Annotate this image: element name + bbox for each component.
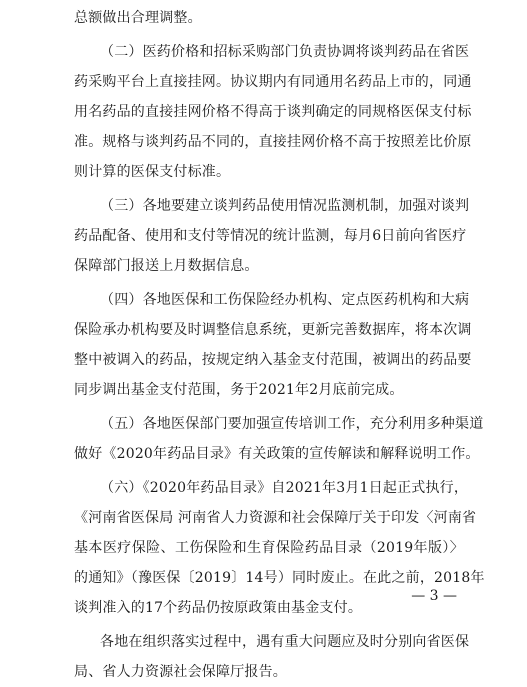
paragraph-line: 同步调出基金支付范围，务于2021年2月底前完成。 (74, 382, 404, 398)
paragraph-line: （三）各地要建立谈判药品使用情况监测机制，加强对谈判 (100, 198, 470, 214)
paragraph-line: 总额做出合理调整。 (74, 10, 202, 26)
paragraph-line: 基本医疗保险、工伤保险和生育保险药品目录（2019年版）〉 (74, 540, 464, 556)
page-number: — 3 — (411, 588, 457, 604)
paragraph-line: 的通知》（豫医保〔2019〕14号）同时废止。在此之前，2018年 (74, 570, 485, 586)
document-body (74, 3, 485, 687)
paragraph-line: （二）医药价格和招标采购部门负责协调将谈判药品在省医 (100, 44, 470, 60)
paragraph-line: （四）各地医保和工伤保险经办机构、定点医药机构和大病 (100, 292, 470, 308)
paragraph-line: 各地在组织落实过程中，遇有重大问题应及时分别向省医保 (100, 634, 470, 650)
paragraph-line: （六）《2020年药品目录》自2021年3月1日起正式执行， (100, 480, 469, 496)
paragraph-line: 整中被调入的药品，按规定纳入基金支付范围，被调出的药品要 (74, 352, 472, 368)
paragraph-line: 则计算的医保支付标准。 (74, 164, 231, 180)
paragraph-line: 保险承办机构要及时调整信息系统，更新完善数据库，将本次调 (74, 322, 472, 338)
paragraph-line: （五）各地医保部门要加强宣传培训工作，充分利用多种渠道 (100, 416, 484, 432)
paragraph-line: 谈判准入的17个药品仍按原政策由基金支付。 (74, 600, 363, 616)
paragraph-line: 用名药品的直接挂网价格不得高于谈判确定的同规格医保支付标 (74, 104, 472, 120)
paragraph-line: 药采购平台上直接挂网。协议期内有同通用名药品上市的，同通 (74, 74, 472, 90)
paragraph-line: 保障部门报送上月数据信息。 (74, 258, 259, 274)
paragraph-line: 局、省人力资源社会保障厅报告。 (74, 664, 287, 680)
paragraph-line: 药品配备、使用和支付等情况的统计监测，每月6日前向省医疗 (74, 228, 467, 244)
paragraph-line: 准。规格与谈判药品不同的，直接挂网价格不高于按照差比价原 (74, 134, 472, 150)
paragraph-line: 做好《2020年药品目录》有关政策的宣传解读和解释说明工作。 (74, 446, 480, 462)
paragraph-line: 《河南省医保局 河南省人力资源和社会保障厅关于印发〈河南省 (74, 510, 477, 526)
